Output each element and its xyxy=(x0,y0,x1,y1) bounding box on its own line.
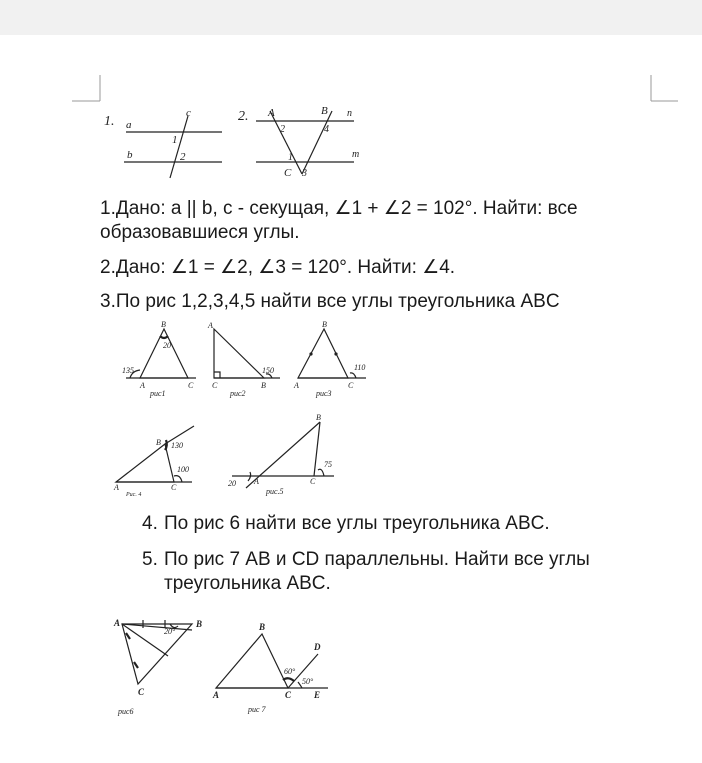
list-item-4-text: По рис 6 найти все углы треугольника ABC. xyxy=(164,513,550,534)
r6-caption: рис6 xyxy=(118,707,134,716)
r5-angle-75: 75 xyxy=(324,460,332,469)
figure-r5 xyxy=(224,412,344,502)
r5-angle-20: 20 xyxy=(228,479,236,488)
fig2-angle-2: 2 xyxy=(280,124,285,135)
figure-r2 xyxy=(206,318,292,400)
r2-label-A: A xyxy=(208,321,213,330)
r3-label-C: C xyxy=(348,381,354,390)
r5-label-A: A xyxy=(254,477,259,486)
top-toolbar-strip xyxy=(0,0,702,35)
r7-label-E: E xyxy=(314,690,321,700)
r7-label-B: B xyxy=(259,622,266,632)
r7-angle-60: 60° xyxy=(284,667,296,676)
figure-r7 xyxy=(206,614,336,720)
r1-angle-20: 20 xyxy=(163,341,171,350)
fig2-angle-1: 1 xyxy=(288,152,293,163)
r5-label-C: C xyxy=(310,477,316,486)
fig1-label-b: b xyxy=(127,149,133,161)
fig2-label-B: B xyxy=(321,105,328,117)
page-corner-left xyxy=(72,75,102,103)
r4-caption: Рис. 4 xyxy=(126,492,142,498)
r7-angle-50: 50° xyxy=(302,677,314,686)
figure-r3 xyxy=(290,318,372,400)
figure-r1 xyxy=(118,318,200,400)
r2-label-C: C xyxy=(212,381,218,390)
r6-label-A: A xyxy=(114,618,121,628)
list-item-5 xyxy=(142,548,632,598)
r1-label-B: B xyxy=(161,320,166,329)
r5-label-B: B xyxy=(316,413,321,422)
r7-caption: рис 7 xyxy=(248,705,266,714)
fig2-label-A: A xyxy=(268,107,275,119)
r6-label-C: C xyxy=(138,687,145,697)
figure-2-parallel-lines xyxy=(236,104,366,184)
list-item-5-text: По рис 7 AB и CD параллельны. Найти все углы треугольника ABC. xyxy=(164,549,590,594)
r2-caption: рис2 xyxy=(230,389,246,398)
r4-label-C: C xyxy=(171,483,177,492)
r3-label-A: A xyxy=(294,381,299,390)
problem-2: 2.Дано: ∠1 = ∠2, ∠3 = 120°. Найти: ∠4. xyxy=(100,257,456,278)
list-item-4-number: 4. xyxy=(142,513,158,534)
fig1-number: 1. xyxy=(104,114,115,129)
r1-label-C: C xyxy=(188,381,194,390)
r3-caption: рис3 xyxy=(316,389,332,398)
r1-angle-135: 135 xyxy=(122,366,134,375)
problem-1: 1.Дано: a || b, c - секущая, ∠1 + ∠2 = 102°. Найти: все образовавшиеся углы. xyxy=(100,198,578,243)
fig1-angle-1: 1 xyxy=(172,134,178,146)
fig2-angle-4: 4 xyxy=(324,124,329,135)
r5-caption: рис.5 xyxy=(266,487,284,496)
r3-label-B: B xyxy=(322,320,327,329)
figure-r4 xyxy=(110,422,220,504)
fig2-label-n: n xyxy=(347,108,352,119)
fig2-label-m: m xyxy=(352,149,360,160)
r4-label-A: A xyxy=(114,483,119,492)
list-item-5-number: 5. xyxy=(142,549,158,570)
r4-angle-130: 130 xyxy=(171,441,183,450)
r4-label-B: B xyxy=(156,438,161,447)
r7-label-D: D xyxy=(314,642,321,652)
fig1-angle-2: 2 xyxy=(180,151,186,163)
figure-1-parallel-lines xyxy=(100,106,230,186)
r7-label-A: A xyxy=(213,690,220,700)
r2-angle-150: 150 xyxy=(262,366,274,375)
r1-label-A: A xyxy=(140,381,145,390)
page-corner-right xyxy=(650,75,680,103)
r6-angle-20: 20° xyxy=(164,627,176,636)
problem-3: 3.По рис 1,2,3,4,5 найти все углы треугольника ABC xyxy=(100,291,560,312)
figure-r6 xyxy=(108,614,208,720)
r1-caption: рис1 xyxy=(150,389,166,398)
r4-angle-100: 100 xyxy=(177,465,189,474)
fig2-label-C: C xyxy=(284,167,292,179)
list-item-4 xyxy=(142,512,632,536)
r3-angle-110: 110 xyxy=(354,363,366,372)
fig2-number: 2. xyxy=(238,109,249,124)
r7-label-C: C xyxy=(285,690,292,700)
fig1-label-c: c xyxy=(186,107,191,119)
fig1-label-a: a xyxy=(126,119,132,131)
fig2-angle-3: 3 xyxy=(302,168,307,179)
r2-label-B: B xyxy=(261,381,266,390)
r6-label-B: B xyxy=(196,619,203,629)
